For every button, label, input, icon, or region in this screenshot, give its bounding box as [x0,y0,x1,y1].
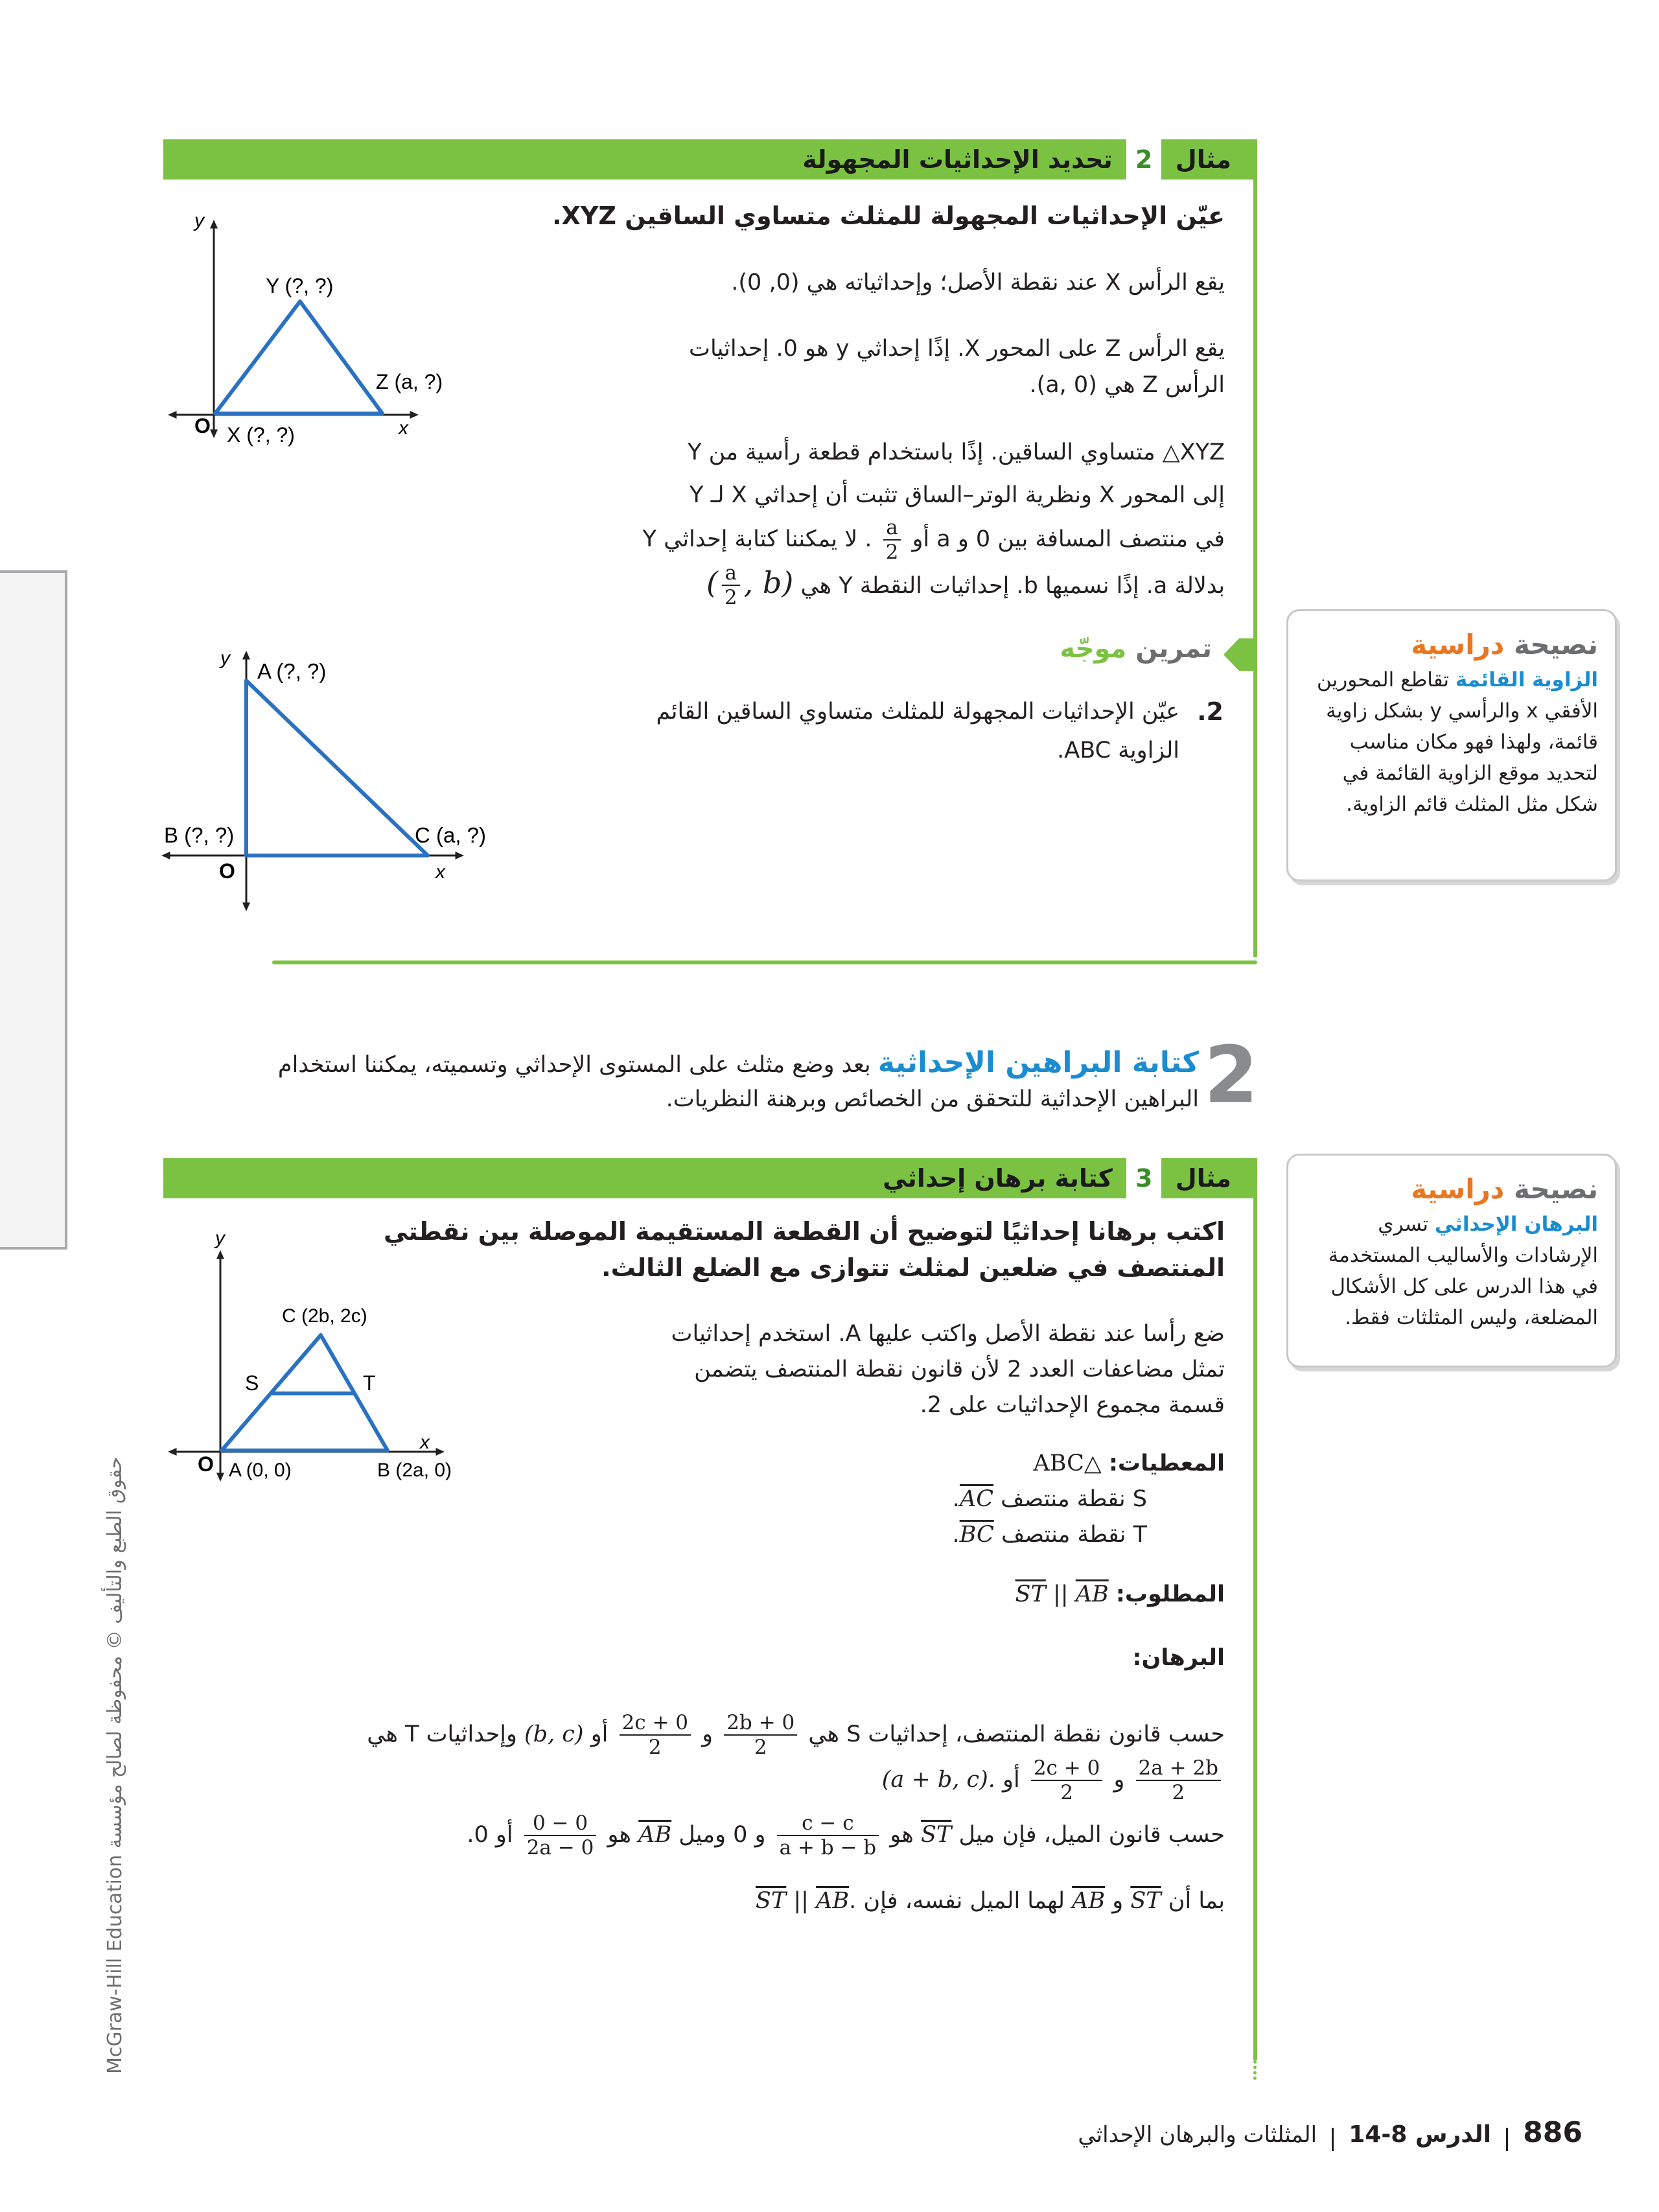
lesson-title: المثلثات والبرهان الإحداثي [1078,2122,1317,2148]
y-axis-label: y [215,1228,225,1249]
study-tip-title: نصيحة دراسية [1411,1173,1598,1205]
example-3-title: كتابة برهان إحداثي [883,1164,1113,1193]
label-a-vertex: A (?, ?) [257,659,327,683]
example-2-para2-line1: يقع الرأس Z على المحور X. إذًا إحداثي y هو 0. إحداثيات [689,336,1225,362]
study-tip-text: تسري الإرشادات والأساليب المستخدمة في هذا الدرس على كل الأشكال المضلعة، وليس المثلثات فقط. [1328,1213,1598,1329]
guided-practice-word1: تمرين [1135,634,1212,664]
given-s-line: S نقطة منتصف AC. [952,1486,1147,1512]
y-axis-label: y [220,647,230,669]
left-edge-panel [0,570,67,1250]
study-tip-body [1305,1209,1598,1333]
example-2-para3-line3 [447,516,1225,564]
guided-practice-line2: الزاوية ABC. [1057,738,1179,763]
x-axis-label: x [435,861,445,883]
para3-line4-a: بدلالة a. إذًا نسميها b. إحداثيات النقطة Y هي [800,573,1225,599]
label-b-vertex: B (2a, 0) [377,1460,452,1481]
study-tip-body [1305,664,1598,820]
fraction-a-over-2: $\frac{a}{2}$ [883,516,901,564]
prove-line [706,1576,1225,1612]
y-axis-label: y [194,210,204,231]
study-tip-coordinate-proof [1286,1154,1617,1368]
label-x-vertex: X (?, ?) [227,423,295,447]
example-3-label: مثال [1175,1164,1231,1193]
footer-separator [1506,2128,1508,2151]
section-number: 2 [1204,1030,1259,1121]
figure-triangle-abc-guided [156,642,518,914]
guided-practice-word2: موجّه [1060,634,1127,664]
label-z-vertex: Z (a, ?) [376,370,443,393]
study-tip-right-angle [1286,609,1617,881]
example-3-intro-line3: قسمة مجموع الإحداثيات على 2. [920,1392,1225,1418]
proof-label: البرهان: [1132,1645,1225,1671]
example-3-intro-line2: تمثل مضاعفات العدد 2 لأن قانون نقطة المنتصف يتضمن [694,1356,1225,1382]
study-tip-subtitle: الزاوية القائمة [1455,668,1598,692]
study-tip-title: نصيحة دراسية [1411,629,1598,660]
example-2-title: تحديد الإحداثيات المجهولة [802,145,1113,174]
example-2-header [163,139,1257,180]
proof-line1: حسب قانون نقطة المنتصف، إحداثيات S هي $\frac{2b + 0}{2}$ و $\frac{2c + 0}{2}$ أو (b, c) وإحداثيات T هي [367,1711,1225,1759]
example-2-para2-line2: الرأس Z هي (a, 0). [1029,372,1225,398]
triangle-abc [246,681,428,856]
study-tip-text: تقاطع المحورين الأفقي x والرأسي y بشكل زاوية قائمة، ولهذا فهو مكان مناسب لتحديد موقع الزاوية القائمة في شكل مثل المثلث قائم الزاوية. [1317,668,1598,816]
proof-line3: حسب قانون الميل، فإن ميل ST هو $\frac{c - c}{a + b - b}$ و 0 وميل AB هو $\frac{0 - 0}{2a - 0}$ أو 0. [467,1811,1225,1859]
para3-line3-b: . لا يمكننا كتابة إحداثي Y [642,526,872,552]
page-number: 886 [1523,2116,1583,2149]
origin-label: O [219,859,235,883]
example-2-para3-line2: إلى المحور X ونظرية الوتر–الساق تثبت أن إحداثي X لـ Y [690,482,1225,508]
label-c-vertex: C (2b, 2c) [282,1305,367,1327]
example-2-para3-line1: XYZ△ متساوي الساقين. إذًا باستخدام قطعة رأسية من Y [688,439,1225,465]
example-2-para3-line4 [447,561,1225,609]
section-2-body-line2: البراهين الإحداثية للتحقق من الخصائص وبرهنة النظريات. [666,1086,1199,1112]
t-coordinates: (a + b, c). [881,1767,995,1793]
example-2-number: 2 [1126,139,1161,180]
given-s-text: S نقطة منتصف [1001,1486,1147,1512]
point-y-coords: ( $\frac{a}{2}$ , b) [706,561,794,609]
lesson-label: الدرس 8-14 [1349,2121,1491,2148]
label-t: T [363,1371,376,1395]
guided-practice-number: 2. [1197,697,1224,726]
study-tip-subtitle: البرهان الإحداثي [1434,1213,1598,1236]
label-y-vertex: Y (?, ?) [266,274,334,297]
copyright-vertical: حقوق الطبع والتأليف © محفوظة لصالح مؤسسة McGraw-Hill Education [104,1456,126,2074]
proof-line4: بما أن ST و AB لهما الميل نفسه، فإن $\overline{ST}$ || $\overline{AB}$. [755,1888,1225,1914]
example-3-header [163,1158,1257,1198]
example-3-intro-line1: ضع رأسا عند نقطة الأصل واكتب عليها A. استخدم إحداثيات [671,1321,1225,1347]
x-axis-label: x [420,1432,430,1453]
section-2-title: كتابة البراهين الإحداثية [877,1046,1199,1079]
label-a-vertex: A (0, 0) [229,1460,292,1481]
figure-midsegment-triangle [162,1218,525,1491]
example-2-prompt: عيّن الإحداثيات المجهولة للمثلث متساوي الساقين XYZ. [552,202,1225,230]
example-3-prompt-line1: اكتب برهانا إحداثيًا لتوضيح أن القطعة المستقيمة الموصلة بين نقطتي [383,1217,1225,1246]
example-3-rail [1253,1198,1257,2060]
guided-practice-line1: عيّن الإحداثيات المجهولة للمثلث متساوي الساقين القائم [656,699,1179,725]
label-c-vertex: C (a, ?) [415,823,487,847]
segment-ac: AC [959,1486,993,1512]
example-2-bottom-rule [272,960,1257,964]
para3-line3-a: في منتصف المسافة بين 0 و a أو [912,526,1225,552]
origin-label: O [198,1452,214,1476]
origin-label: O [194,414,211,437]
given-t-line: T نقطة منتصف BC. [952,1522,1147,1548]
example-2-rail [1253,180,1257,957]
segment-bc: BC [959,1522,994,1548]
x-axis-label: x [399,417,408,439]
example-3-rail-dots [1253,2060,1257,2080]
prove-label: المطلوب: [1115,1581,1225,1607]
triangle-xyz [215,301,382,413]
given-label: المعطيات: [1108,1450,1225,1476]
label-b-vertex: B (?, ?) [164,823,235,847]
footer-separator [1332,2128,1334,2151]
proof-line2: $\frac{2a + 2b}{2}$ و $\frac{0 + 2c}{2}$ أو (a + b, c). [447,1756,1225,1804]
example-3-prompt-line2: المنتصف في ضلعين لمثلث تتوازى مع الضلع الثالث. [601,1253,1225,1282]
section-2-body-line1: بعد وضع مثلث على المستوى الإحداثي وتسميته، يمكننا استخدام [277,1052,871,1078]
section-2-line1 [227,1045,1199,1083]
given-value: △ABC [1033,1450,1102,1476]
prove-statement: $\overline{ST}$ || $\overline{AB}$ [1015,1581,1109,1607]
example-2-label: مثال [1175,145,1231,174]
page-footer [1078,2116,1583,2151]
label-s: S [245,1371,259,1395]
guided-practice-arrow [1224,638,1257,671]
example-2-para1: يقع الرأس X عند نقطة الأصل؛ وإحداثياته هي (0, 0). [731,270,1225,296]
given-line [642,1445,1225,1482]
figure-triangle-xyz [162,207,499,454]
guided-practice-heading [1060,634,1212,664]
example-3-number: 3 [1126,1158,1161,1198]
given-t-text: T نقطة منتصف [1001,1522,1147,1548]
s-coordinates: (b, c) [524,1721,584,1747]
